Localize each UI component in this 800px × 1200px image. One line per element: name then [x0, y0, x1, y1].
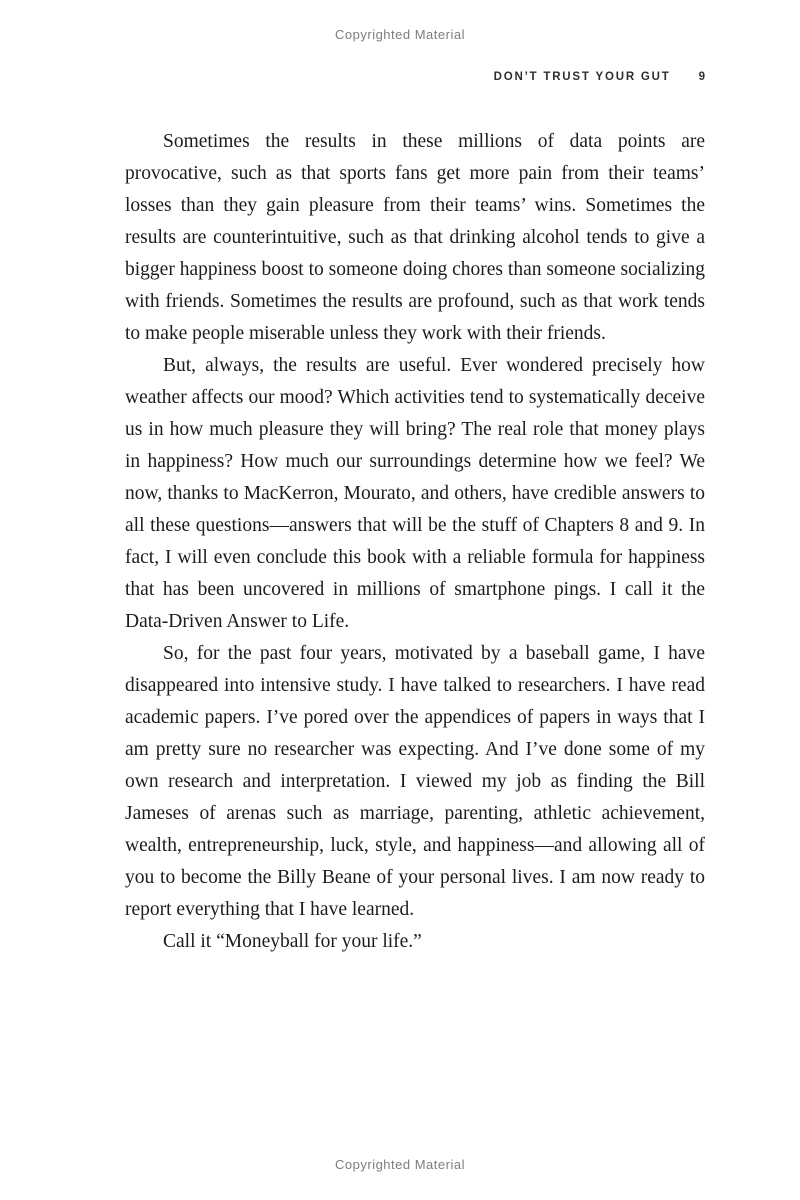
copyright-notice-top: Copyrighted Material: [335, 27, 465, 42]
paragraph-4: Call it “Moneyball for your life.”: [163, 931, 422, 952]
page-number: 9: [698, 71, 705, 83]
copyright-notice-bottom: Copyrighted Material: [335, 1157, 465, 1172]
body-text: [125, 126, 705, 958]
paragraph-2: But, always, the results are useful. Ever wondered precisely how weather affects our mood? Which activities tend to systematically deceive us in how much pleasure they will bring? The real role that money plays in happiness? How much our surroundings determine how we feel? We now, thanks to MacKerron, Mourato, and others, have credible answers to all these questions—answers that will be the stuff of Chapters 8 and 9. In fact, I will even conclude this book with a reliable formula for happiness that has been uncovered in millions of smartphone pings. I call it the Data-Driven Answer to Life.: [125, 355, 705, 632]
running-header-title: DON’T TRUST YOUR GUT: [493, 71, 671, 83]
running-header: [494, 71, 705, 83]
paragraph-3: So, for the past four years, motivated by a baseball game, I have disappeared into intensive study. I have talked to researchers. I have read academic papers. I’ve pored over the appendices of papers in ways that I am pretty sure no researcher was expecting. And I’ve done some of my own research and interpretation. I viewed my job as finding the Bill Jameses of arenas such as marriage, parenting, athletic achievement, wealth, entrepreneurship, luck, style, and happiness—and allowing all of you to become the Billy Beane of your personal lives. I am now ready to report everything that I have learned.: [125, 643, 705, 920]
paragraph-1: Sometimes the results in these millions of data points are provocative, such as that sports fans get more pain from their teams’ losses than they gain pleasure from their teams’ wins. Sometimes the results are counterintuitive, such as that drinking alcohol tends to give a bigger happiness boost to someone doing chores than someone socializing with friends. Sometimes the results are profound, such as that work tends to make people miserable unless they work with their friends.: [125, 131, 706, 344]
